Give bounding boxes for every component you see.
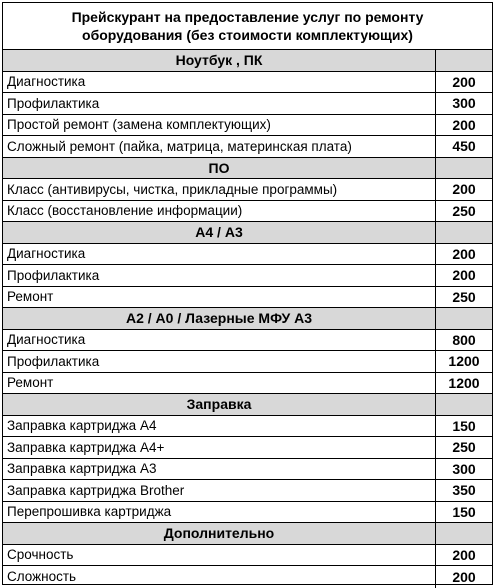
title-line-2: оборудования (без стоимости комплектующих) — [82, 27, 413, 43]
price-row — [3, 545, 492, 567]
service-price: 200 — [435, 72, 492, 93]
service-price: 200 — [435, 566, 492, 588]
section-title: ПО — [208, 159, 230, 176]
service-price: 350 — [435, 480, 492, 501]
service-price: 300 — [435, 93, 492, 114]
section-title: А2 / А0 / Лазерные МФУ А3 — [125, 310, 313, 327]
service-price: 200 — [435, 265, 492, 286]
price-row — [3, 459, 492, 481]
service-price: 1200 — [435, 373, 492, 394]
price-row — [3, 502, 492, 524]
service-price: 800 — [435, 330, 492, 351]
section-price-cell — [435, 394, 492, 415]
section-price-cell — [435, 308, 492, 329]
service-name: Заправка картриджа А3 — [7, 461, 157, 477]
price-list-table — [2, 2, 493, 585]
service-name: Ремонт — [7, 375, 54, 391]
price-row — [3, 416, 492, 438]
section-header-row — [3, 394, 492, 416]
price-row — [3, 179, 492, 201]
section-title: Дополнительно — [163, 525, 275, 542]
price-row — [3, 287, 492, 309]
service-price: 200 — [435, 545, 492, 566]
service-price: 300 — [435, 459, 492, 480]
section-header-row — [3, 158, 492, 180]
price-row — [3, 437, 492, 459]
section-price-cell — [435, 158, 492, 179]
service-name: Заправка картриджа Brother — [7, 482, 185, 498]
service-name: Профилактика — [7, 95, 100, 111]
service-price: 150 — [435, 416, 492, 437]
service-price: 200 — [435, 244, 492, 265]
service-price: 1200 — [435, 351, 492, 372]
service-price: 200 — [435, 115, 492, 136]
service-name: Класс (антивирусы, чистка, прикладные программы) — [7, 181, 338, 197]
section-title: Заправка — [186, 396, 252, 413]
title-line-1: Прейскурант на предоставление услуг по ремонту — [71, 9, 424, 25]
service-name: Диагностика — [7, 246, 86, 262]
price-row — [3, 115, 492, 137]
section-title: Ноутбук , ПК — [175, 52, 263, 69]
price-row — [3, 72, 492, 94]
service-name: Диагностика — [7, 332, 86, 348]
price-row — [3, 566, 492, 588]
price-row — [3, 201, 492, 223]
service-name: Профилактика — [7, 353, 100, 369]
price-list-title — [3, 3, 492, 50]
section-price-cell — [435, 523, 492, 544]
section-price-cell — [435, 222, 492, 243]
service-name: Класс (восстановление информации) — [7, 203, 243, 219]
service-name: Заправка картриджа А4 — [7, 418, 157, 434]
price-row — [3, 373, 492, 395]
service-price: 250 — [435, 287, 492, 308]
price-row — [3, 244, 492, 266]
price-row — [3, 265, 492, 287]
service-price: 250 — [435, 437, 492, 458]
service-price: 250 — [435, 201, 492, 222]
service-name: Срочность — [7, 547, 74, 563]
service-price: 450 — [435, 136, 492, 157]
price-row — [3, 480, 492, 502]
service-price: 200 — [435, 179, 492, 200]
price-rows — [3, 50, 492, 588]
service-name: Сложность — [7, 569, 77, 585]
service-name: Сложный ремонт (пайка, матрица, материнская плата) — [7, 138, 352, 154]
service-name: Профилактика — [7, 267, 100, 283]
section-price-cell — [435, 50, 492, 71]
price-row — [3, 93, 492, 115]
section-header-row — [3, 523, 492, 545]
price-row — [3, 136, 492, 158]
price-row — [3, 351, 492, 373]
service-name: Ремонт — [7, 289, 54, 305]
price-row — [3, 330, 492, 352]
service-name: Перепрошивка картриджа — [7, 504, 172, 520]
service-name: Простой ремонт (замена комплектующих) — [7, 117, 271, 133]
service-name: Диагностика — [7, 74, 86, 90]
service-name: Заправка картриджа А4+ — [7, 439, 165, 455]
service-price: 150 — [435, 502, 492, 523]
section-header-row — [3, 222, 492, 244]
section-title: А4 / А3 — [195, 224, 243, 241]
section-header-row — [3, 50, 492, 72]
section-header-row — [3, 308, 492, 330]
